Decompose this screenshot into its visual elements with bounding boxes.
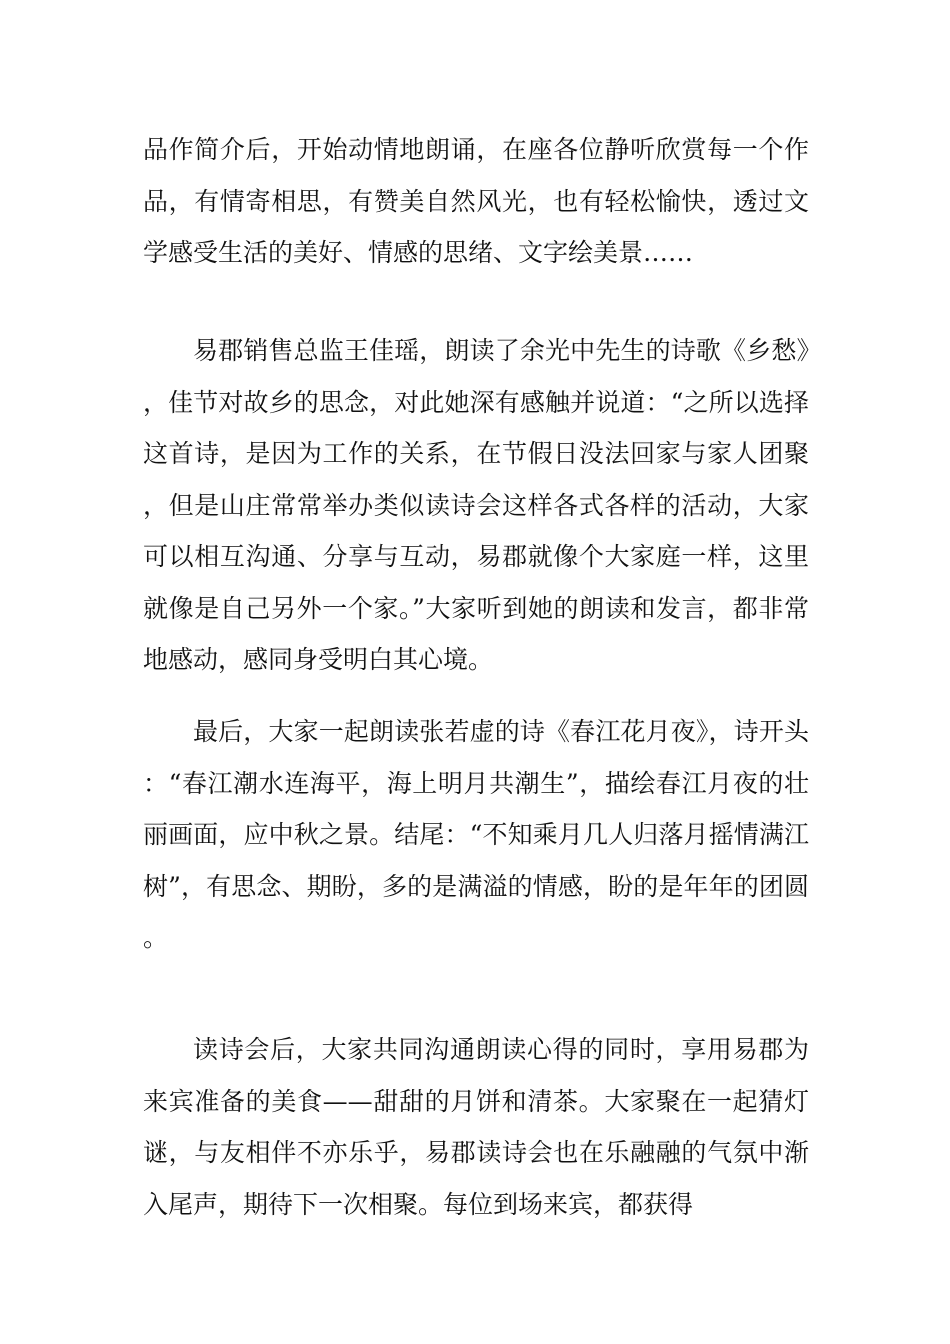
paragraph-after-reading: 读诗会后，大家共同沟通朗读心得的同时，享用易郡为来宾准备的美食——甜甜的月饼和清茶。大家聚在一起猜灯谜，与友相伴不亦乐乎，易郡读诗会也在乐融融的气氛中渐入尾声，期待下一次相聚。每位到场来宾，都获得 [143,1035,809,1219]
paragraph-continuation: 品作简介后，开始动情地朗诵，在座各位静听欣赏每一个作品，有情寄相思，有赞美自然风光，也有轻松愉快，透过文学感受生活的美好、情感的思绪、文字绘美景…… [143,135,809,267]
paragraph-sales-director-reading: 易郡销售总监王佳瑶，朗读了余光中先生的诗歌《乡愁》，佳节对故乡的思念，对此她深有感触并说道：“之所以选择这首诗，是因为工作的关系，在节假日没法回家与家人团聚，但是山庄常常举办类似读诗会这样各式各样的活动，大家可以相互沟通、分享与互动，易郡就像个大家庭一样，这里就像是自己另外一个家。”大家听到她的朗读和发言，都非常地感动，感同身受明白其心境。 [143,336,809,674]
paragraph-group-reading: 最后，大家一起朗读张若虚的诗《春江花月夜》，诗开头：“春江潮水连海平，海上明月共潮生”，描绘春江月夜的壮丽画面，应中秋之景。结尾：“不知乘月几人归落月摇情满江树”，有思念、期盼，多的是满溢的情感，盼的是年年的团圆。 [143,717,809,952]
